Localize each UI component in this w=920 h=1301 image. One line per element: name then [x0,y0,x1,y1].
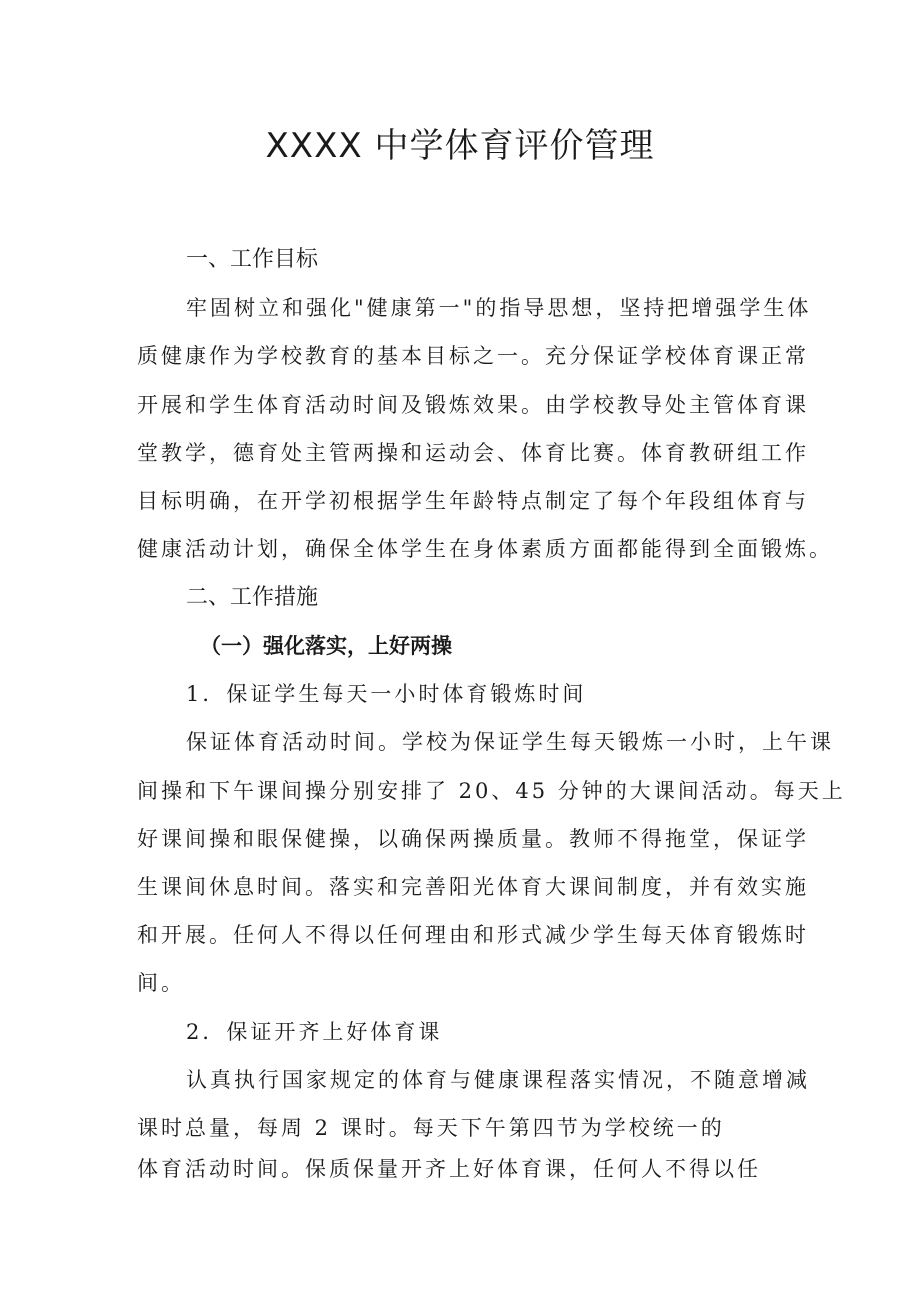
paragraph-line: 认真执行国家规定的体育与健康课程落实情况，不随意增减 [186,1068,810,1092]
paragraph-line: 牢固树立和强化"健康第一"的指导思想，坚持把增强学生体 [186,296,812,320]
page-title: XXXX 中学体育评价管理 [265,126,655,166]
paragraph-line: 质健康作为学校教育的基本目标之一。充分保证学校体育课正常 [137,344,809,368]
paragraph-line: 和开展。任何人不得以任何理由和形式减少学生每天体育锻炼时 [137,923,809,947]
paragraph-line: 课时总量，每周 2 课时。每天下午第四节为学校统一的 [137,1116,725,1140]
paragraph-line: 好课间操和眼保健操，以确保两操质量。教师不得拖堂，保证学 [137,827,809,851]
subsection-heading: （一）强化落实，上好两操 [200,634,452,658]
paragraph-line: 目标明确，在开学初根据学生年龄特点制定了每个年段组体育与 [137,489,809,513]
paragraph-line: 堂教学，德育处主管两操和运动会、体育比赛。体育教研组工作 [137,441,809,465]
paragraph-line: 体育活动时间。保质保量开齐上好体育课，任何人不得以任 [137,1157,761,1181]
item-heading-daily-exercise: 1．保证学生每天一小时体育锻炼时间 [186,682,587,706]
section-heading-measures: 二、工作措施 [186,585,319,610]
paragraph-line: 保证体育活动时间。学校为保证学生每天锻炼一小时，上午课 [186,730,834,754]
section-heading-goals: 一、工作目标 [186,247,319,272]
paragraph-line: 间。 [137,971,185,995]
paragraph-line: 开展和学生体育活动时间及锻炼效果。由学校教导处主管体育课 [137,393,809,417]
paragraph-line: 间操和下午课间操分别安排了 20、45 分钟的大课间活动。每天上 [137,779,846,803]
item-heading-pe-class: 2．保证开齐上好体育课 [186,1020,443,1044]
paragraph-line: 生课间休息时间。落实和完善阳光体育大课间制度，并有效实施 [137,875,809,899]
paragraph-line: 健康活动计划，确保全体学生在身体素质方面都能得到全面锻炼。 [137,537,833,561]
